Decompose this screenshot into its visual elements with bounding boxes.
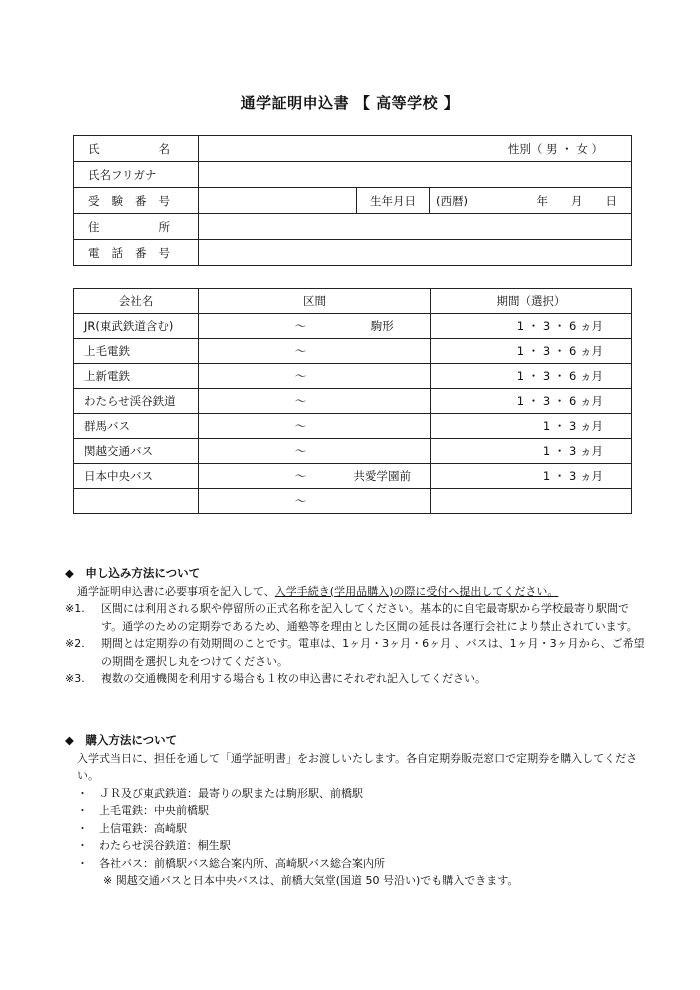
transit-row: [74, 414, 632, 439]
bullet-icon: ・: [77, 786, 88, 800]
purchase-location-text: 上毛電鉄：中央前橋駅: [99, 804, 209, 817]
transit-destination[interactable]: 共愛学園前: [335, 464, 431, 489]
transit-tilde: ～: [267, 414, 335, 439]
transit-row: [74, 339, 632, 364]
transit-tilde: ～: [267, 389, 335, 414]
application-method-section: [65, 565, 645, 688]
row-phone: [74, 240, 632, 266]
exam-number-label: 受験番号: [74, 188, 199, 214]
transit-from-field[interactable]: [199, 439, 267, 464]
transit-from-field[interactable]: [199, 464, 267, 489]
transit-row: [74, 314, 632, 339]
transit-tilde: ～: [267, 339, 335, 364]
transit-period[interactable]: 1 ・ 3 ヵ月: [431, 414, 632, 439]
transit-period[interactable]: 1 ・ 3 ・ 6 ヵ月: [431, 389, 632, 414]
note-text: 複数の交通機関を利用する場合も１枚の申込書にそれぞれ記入してください。: [101, 672, 486, 685]
name-field[interactable]: [199, 136, 632, 162]
phone-label: 電話番号: [74, 240, 199, 266]
row-address: [74, 214, 632, 240]
purchase-location-text: 各社バス：前橋駅バス総合案内所、高崎駅バス総合案内所: [99, 856, 385, 870]
transit-from-field[interactable]: [199, 414, 267, 439]
application-note: [65, 670, 645, 688]
bullet-icon: ・: [77, 856, 88, 870]
transit-company: JR(東武鉄道含む): [74, 314, 199, 339]
furigana-field[interactable]: [199, 162, 632, 188]
transit-destination[interactable]: [335, 489, 431, 514]
address-label: 住所: [74, 214, 199, 240]
purchase-location-text: 上信電鉄：高崎駅: [99, 821, 187, 835]
transit-row: [74, 364, 632, 389]
transit-row: [74, 489, 632, 514]
purchase-location-text: わたらせ渓谷鉄道：桐生駅: [99, 839, 231, 852]
company-header: 会社名: [74, 289, 199, 314]
transit-from-field[interactable]: [199, 364, 267, 389]
transit-destination[interactable]: [335, 414, 431, 439]
transit-row: [74, 464, 632, 489]
transit-destination[interactable]: [335, 389, 431, 414]
application-note: [65, 600, 645, 635]
application-intro-underlined: 入学手続き(学用品購入)の際に受付へ提出してください。: [274, 584, 559, 598]
row-exam-dob: [74, 188, 632, 214]
transit-period[interactable]: 1 ・ 3 ・ 6 ヵ月: [431, 339, 632, 364]
transit-tilde: ～: [267, 364, 335, 389]
transit-period[interactable]: 1 ・ 3 ヵ月: [431, 464, 632, 489]
note-mark: ※1.: [65, 602, 85, 615]
transit-header-row: [74, 289, 632, 314]
transit-company: 上新電鉄: [74, 364, 199, 389]
bullet-icon: ・: [77, 821, 88, 835]
transit-tilde: ～: [267, 314, 335, 339]
transit-tilde: ～: [267, 489, 335, 514]
row-name: [74, 136, 632, 162]
transit-tilde: ～: [267, 464, 335, 489]
bullet-icon: ・: [77, 839, 88, 852]
purchase-location-item: [65, 855, 645, 873]
bullet-icon: ・: [77, 804, 88, 817]
dob-label: 生年月日: [357, 188, 430, 214]
transit-company: 群馬バス: [74, 414, 199, 439]
transit-row: [74, 439, 632, 464]
exam-number-field[interactable]: [199, 188, 357, 214]
purchase-location-item: [65, 785, 645, 803]
dob-field[interactable]: [430, 188, 632, 214]
dob-era: (西暦): [436, 193, 468, 208]
purchase-method-section: [65, 732, 645, 890]
form-title: 通学証明申込書 【 高等学校 】: [240, 94, 460, 112]
phone-field[interactable]: [199, 240, 632, 266]
transit-from-field[interactable]: [199, 339, 267, 364]
transit-period[interactable]: [431, 489, 632, 514]
transit-company: 上毛電鉄: [74, 339, 199, 364]
purchase-location-item: [65, 802, 645, 820]
period-header: 期間（選択）: [431, 289, 632, 314]
note-text: 区間には利用される駅や停留所の正式名称を記入してください。基本的に自宅最寄駅から学校最寄り駅間です。通学のための定期券であるため、通塾等を理由とした区間の延長は各運行会社により禁止されています。: [101, 602, 638, 633]
purchase-intro: 入学式当日に、担任を通して「通学証明書」をお渡しいたします。各自定期券販売窓口で定期券を購入してください。: [77, 751, 638, 782]
transit-destination[interactable]: [335, 364, 431, 389]
purchase-sub-note: ※ 関越交通バスと日本中央バスは、前橋大気堂(国道 50 号沿い)でも購入できます。: [103, 874, 519, 887]
dob-units: 年 月 日: [536, 193, 617, 208]
purchase-method-heading: ◆ 購入方法について: [65, 733, 178, 747]
transit-company: 日本中央バス: [74, 464, 199, 489]
transit-destination[interactable]: 駒形: [335, 314, 431, 339]
address-field[interactable]: [199, 214, 632, 240]
transit-table: [73, 288, 632, 514]
purchase-location-text: ＪＲ及び東武鉄道：最寄りの駅または駒形駅、前橋駅: [99, 786, 363, 800]
transit-destination[interactable]: [335, 439, 431, 464]
purchase-location-item: [65, 820, 645, 838]
name-label: 氏名: [74, 136, 199, 162]
section-header: 区間: [199, 289, 431, 314]
transit-period[interactable]: 1 ・ 3 ・ 6 ヵ月: [431, 364, 632, 389]
application-note: [65, 635, 645, 670]
transit-from-field[interactable]: [199, 314, 267, 339]
note-text: 期間とは定期券の有効期間のことです。電車は、1ヶ月・3ヶ月・6ヶ月 、バスは、1ヶ月・3ヶ月から、ご希望の期間を選択し丸をつけてください。: [101, 637, 645, 668]
gender-label: 性別（ 男 ・ 女 ）: [507, 141, 603, 156]
note-mark: ※2.: [65, 637, 85, 650]
application-intro: [65, 583, 645, 601]
transit-company: [74, 489, 199, 514]
transit-destination[interactable]: [335, 339, 431, 364]
purchase-location-item: [65, 837, 645, 855]
transit-company: 関越交通バス: [74, 439, 199, 464]
transit-period[interactable]: 1 ・ 3 ヵ月: [431, 439, 632, 464]
transit-from-field[interactable]: [199, 489, 267, 514]
personal-info-table: [73, 135, 632, 266]
application-intro-text: 通学証明申込書に必要事項を記入して、: [77, 584, 275, 598]
note-mark: ※3.: [65, 672, 85, 685]
transit-from-field[interactable]: [199, 389, 267, 414]
transit-company: わたらせ渓谷鉄道: [74, 389, 199, 414]
transit-tilde: ～: [267, 439, 335, 464]
application-method-heading: ◆ 申し込み方法について: [65, 566, 201, 580]
furigana-label: 氏名フリガナ: [74, 162, 199, 188]
transit-period[interactable]: 1 ・ 3 ・ 6 ヵ月: [431, 314, 632, 339]
transit-row: [74, 389, 632, 414]
row-furigana: [74, 162, 632, 188]
